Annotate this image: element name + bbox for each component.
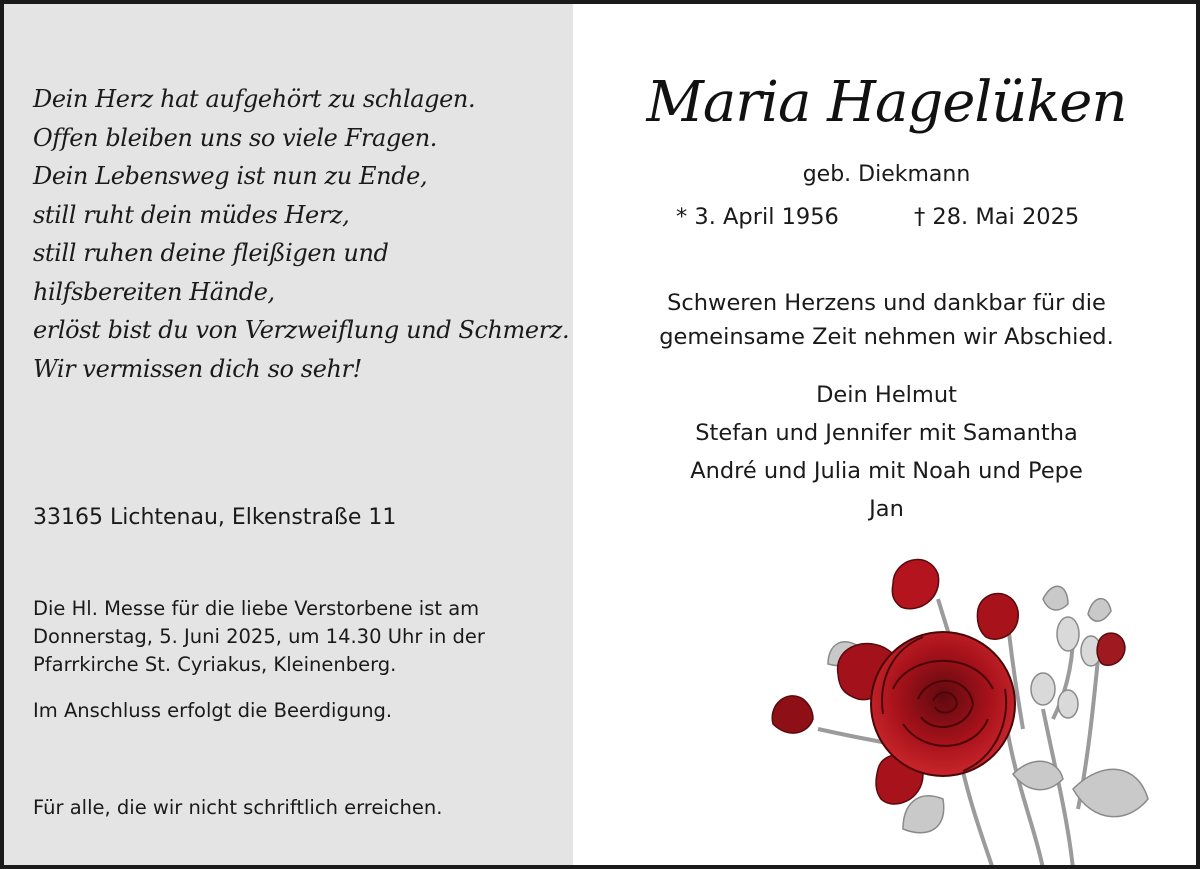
roses-image	[743, 539, 1163, 869]
mourner: André und Julia mit Noah und Pepe	[690, 458, 1083, 484]
mourners-list	[573, 376, 1200, 528]
left-panel	[4, 4, 573, 865]
address: 33165 Lichtenau, Elkenstraße 11	[33, 505, 397, 530]
service-line: Pfarrkirche St. Cyriakus, Kleinenberg.	[33, 653, 397, 676]
born-name: geb. Diekmann	[802, 162, 971, 187]
service-info	[33, 595, 485, 679]
poem-line: Offen bleiben uns so viele Fragen.	[33, 123, 437, 152]
poem-line: Wir vermissen dich so sehr!	[33, 354, 362, 383]
farewell-line: gemeinsame Zeit nehmen wir Abschied.	[659, 324, 1114, 350]
deceased-name: Maria Hagelüken	[646, 70, 1127, 135]
birth-date: * 3. April 1956	[676, 204, 839, 230]
mourner: Stefan und Jennifer mit Samantha	[695, 420, 1078, 446]
poem-line: Dein Lebensweg ist nun zu Ende,	[33, 162, 428, 190]
death-date: † 28. Mai 2025	[914, 204, 1080, 230]
poem	[33, 80, 569, 388]
small-buds	[1031, 617, 1101, 718]
service-line: Donnerstag, 5. Juni 2025, um 14.30 Uhr in der	[33, 625, 485, 648]
mourner: Dein Helmut	[816, 382, 957, 408]
poem-line: still ruht dein müdes Herz,	[33, 200, 350, 229]
farewell-text	[573, 286, 1200, 354]
main-rose	[871, 632, 1015, 776]
notice: Für alle, die wir nicht schriftlich erreichen.	[33, 796, 443, 819]
poem-line: Dein Herz hat aufgehört zu schlagen.	[33, 85, 476, 113]
burial-info: Im Anschluss erfolgt die Beerdigung.	[33, 699, 393, 722]
poem-line: hilfsbereiten Hände,	[33, 277, 275, 306]
right-panel	[573, 4, 1196, 865]
poem-line: still ruhen deine fleißigen und	[33, 239, 389, 267]
service-line: Die Hl. Messe für die liebe Verstorbene ist am	[33, 597, 480, 620]
farewell-line: Schweren Herzens und dankbar für die	[667, 290, 1106, 316]
mourner: Jan	[869, 496, 904, 522]
poem-line: erlöst bist du von Verzweiflung und Schmerz.	[33, 316, 570, 344]
